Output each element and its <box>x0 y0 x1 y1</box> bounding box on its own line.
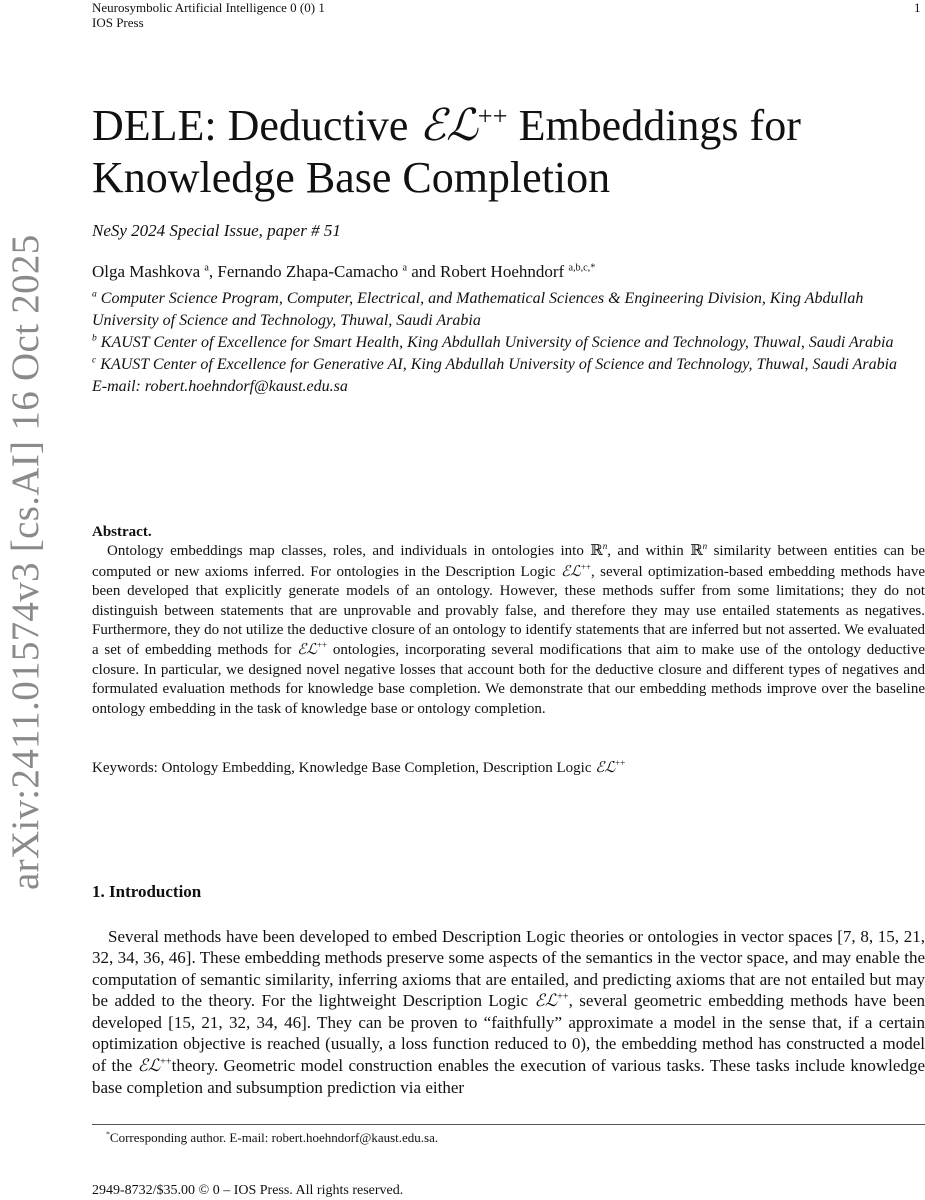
affiliation-item <box>92 354 907 376</box>
footnote-divider <box>92 1124 925 1125</box>
keywords: Keywords: Ontology Embedding, Knowledge Base Completion, Description Logic ℰℒ++ <box>92 758 626 776</box>
introduction-paragraph: Several methods have been developed to embed Description Logic theories or ontologies in vector spaces [7, 8, 15, 21, 32, 34, 36, 46]. These embedding methods preserve some aspects of the semantics in the vector space, and may enable the computation of semantic similarity, inferring axioms that are entailed, and predicting axioms that are not entailed but may be added to the theory. For the lightweight Description Logic ℰℒ++, several geometric embedding methods have been developed [15, 21, 32, 34, 46]. They can be proven to “faithfully” approximate a model in the sense that, if a certain optimization objective is reached (usually, a loss function reduced to 0), the embedding method has constructed a model of the ℰℒ++theory. Geometric model construction enables the execution of various tasks. These tasks include knowledge base completion and subsumption prediction via either <box>92 927 925 1098</box>
el-symbol: ℰℒ <box>595 758 616 776</box>
journal-name: Neurosymbolic Artificial Intelligence 0 (0) 1 <box>92 0 325 15</box>
affiliation-label: c <box>92 354 97 366</box>
affiliation-item <box>92 288 907 332</box>
affiliation-text: KAUST Center of Excellence for Generative AI, King Abdullah University of Science and Technology, Thuwal, Saudi Arabia <box>100 356 898 373</box>
author-list <box>92 262 595 282</box>
reals-symbol: ℝ <box>590 543 603 560</box>
footnote-mark: * <box>106 1129 110 1139</box>
abstract <box>92 523 925 719</box>
title-part1: DELE: Deductive <box>92 101 420 150</box>
author-name: Fernando Zhapa-Camacho <box>217 262 399 281</box>
el-symbol: ℰℒ <box>137 1055 161 1076</box>
affiliation-text: KAUST Center of Excellence for Smart Health, King Abdullah University of Science and Technology, Thuwal, Saudi Arabia <box>100 334 894 351</box>
author-separator: and <box>406 262 441 281</box>
footnote <box>92 1130 925 1146</box>
paper-title <box>92 100 892 204</box>
abstract-body: Ontology embeddings map classes, roles, and individuals in ontologies into ℝ$^n$, and within ℝ$^n$ similarity between entities can be computed or new axioms inferred. For ontologies in the Description Logic ℰℒ++, several optimization-based embedding methods have been developed that explicitly generate models of an ontology. However, these methods suffer from some limitations; they do not distinguish between statements that are unprovable and provably false, and therefore they may use entailed statements as negatives. Furthermore, they do not utilize the deductive closure of an ontology to identify statements that are inferred but not asserted. We evaluated a set of embedding methods for ℰℒ++ ontologies, incorporating several modifications that aim to make use of the ontology deductive closure. In particular, we designed novel negative losses that account both for the deductive closure and different types of negatives and formulated evaluation methods for knowledge base completion. We demonstrate that our embedding methods improve over the baseline ontology embedding in the task of knowledge base or ontology completion. <box>92 541 925 717</box>
keywords-text: Keywords: Ontology Embedding, Knowledge Base Completion, Description Logic <box>92 760 596 776</box>
section-heading-introduction: 1. Introduction <box>92 882 202 901</box>
publisher-name: IOS Press <box>92 15 144 30</box>
el-symbol: ℰℒ <box>534 990 558 1011</box>
author-name: Robert Hoehndorf <box>440 262 565 281</box>
author-affil-mark: a <box>204 262 209 274</box>
title-line2: Knowledge Base Completion <box>92 153 611 202</box>
affiliation-text: Computer Science Program, Computer, Electrical, and Mathematical Sciences & Engineering Division, King Abdullah University of Science and Technology, Thuwal, Saudi Arabia <box>92 290 864 329</box>
el-symbol: ℰℒ <box>419 100 478 151</box>
footnote-text: Corresponding author. E-mail: robert.hoehndorf@kaust.edu.sa. <box>109 1130 439 1145</box>
arxiv-identifier[interactable]: arXiv:2411.01574v3 [cs.AI] 16 Oct 2025 <box>4 234 47 890</box>
el-symbol: ℰℒ <box>560 561 581 580</box>
page-number: 1 <box>914 0 921 15</box>
affiliations <box>92 288 907 398</box>
author-name: Olga Mashkova <box>92 262 201 281</box>
title-part2: Embeddings for <box>507 101 801 150</box>
reals-symbol: ℝ <box>690 543 703 560</box>
affiliation-label: b <box>92 332 97 344</box>
special-issue-note: NeSy 2024 Special Issue, paper # 51 <box>92 221 341 240</box>
el-symbol: ℰℒ <box>297 640 317 659</box>
author-affil-mark: a <box>402 262 407 274</box>
el-superscript: ++ <box>477 100 508 131</box>
copyright-line: 2949-8732/$35.00 © 0 – IOS Press. All rights reserved. <box>92 1183 404 1198</box>
author-separator: , <box>208 262 218 281</box>
affiliation-label: a <box>92 288 97 300</box>
abstract-heading: Abstract. <box>92 524 152 540</box>
contact-email[interactable]: E-mail: robert.hoehndorf@kaust.edu.sa <box>92 378 348 395</box>
affiliation-item <box>92 332 907 354</box>
running-header <box>92 0 325 30</box>
author-affil-mark: a,b,c,* <box>568 262 596 274</box>
